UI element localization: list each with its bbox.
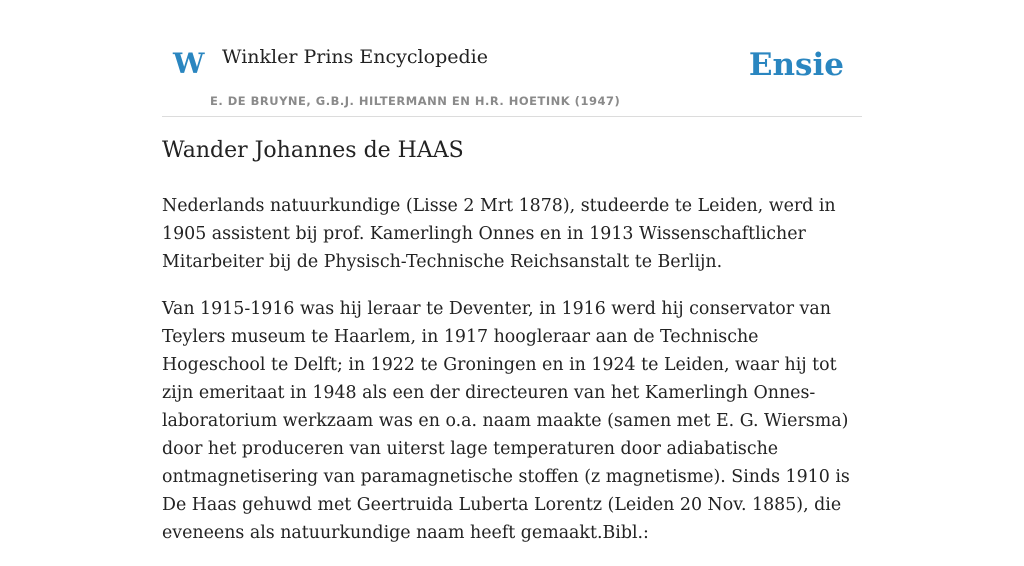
article-paragraph: Nederlands natuurkundige (Lisse 2 Mrt 1878), studeerde te Leiden, werd in 1905 assistent bij prof. Kamerlingh Onnes en in 1913 Wissenschaftlicher Mitarbeiter bij de Physisch-Technische Reichsanstalt te Berlijn. [162,196,836,272]
winkler-prins-logo[interactable]: W [173,47,205,80]
header [162,0,862,117]
publication-title[interactable]: Winkler Prins Encyclopedie [222,46,488,68]
article-title: Wander Johannes de HAAS [162,138,464,163]
ensie-logo[interactable]: Ensie [748,47,844,83]
article-paragraph: Van 1915-1916 was hij leraar te Deventer, in 1916 werd hij conservator van Teylers museum te Haarlem, in 1917 hoogleraar aan de Technische Hogeschool te Delft; in 1922 te Groningen en in 1924 te Leiden, waar hij tot zijn emeritaat in 1948 als een der directeuren van het Kamerlingh Onnes-laboratorium werkzaam was en o.a. naam maakte (samen met E. G. Wiersma) door het produceren van uiterst lage temperaturen door adiabatische ontmagnetisering van paramagnetische stoffen (z magnetisme). Sinds 1910 is De Haas gehuwd met Geertruida Luberta Lorentz (Leiden 20 Nov. 1885), die eveneens als natuurkundige naam heeft gemaakt.Bibl.: [162,299,850,543]
article-body [162,192,866,566]
publication-authors: E. DE BRUYNE, G.B.J. HILTERMANN EN H.R. HOETINK (1947) [210,94,621,108]
